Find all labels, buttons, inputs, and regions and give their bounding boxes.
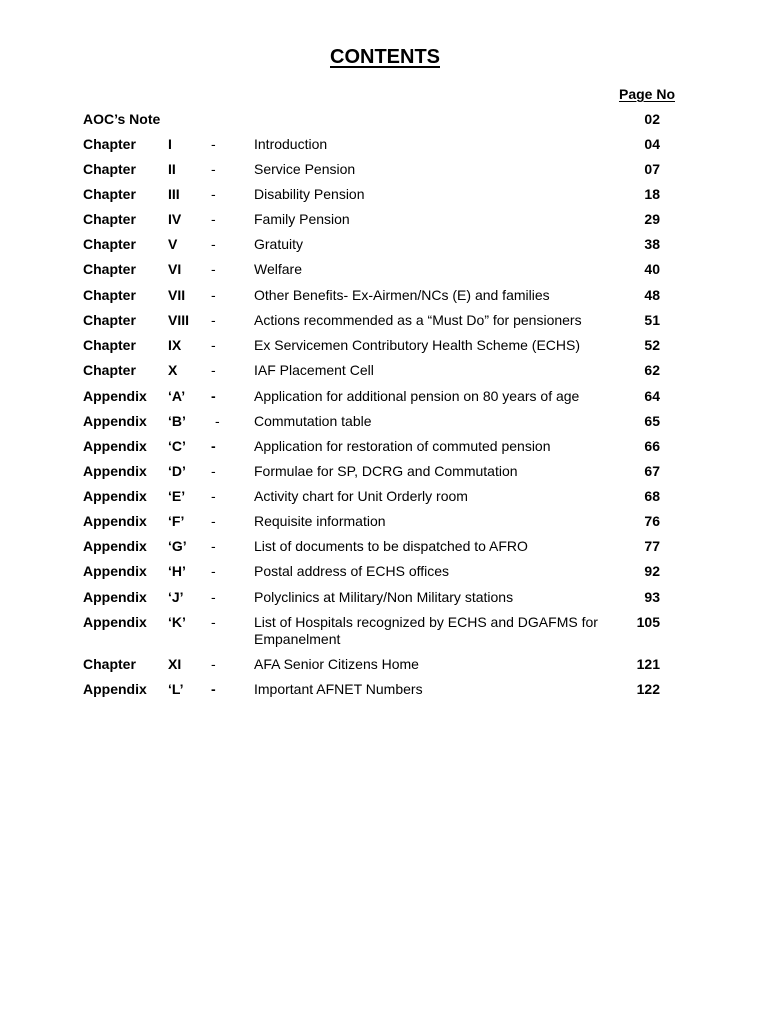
entry-title: Service Pension: [254, 161, 356, 177]
entry-dash: -: [211, 186, 216, 202]
entry-title: Ex Servicemen Contributory Health Scheme (ECHS): [254, 337, 581, 353]
entry-page: 67: [644, 463, 660, 479]
entry-dash: -: [211, 161, 216, 177]
entry-page: 62: [644, 362, 660, 378]
entry-number: IV: [168, 211, 182, 227]
entry-title: Welfare: [254, 261, 302, 277]
entry-number: ‘J’: [168, 589, 184, 605]
entry-dash: -: [211, 563, 216, 579]
entry-kind: Appendix: [83, 614, 147, 630]
entry-page: 18: [644, 186, 660, 202]
entry-dash: -: [211, 211, 216, 227]
note-label: AOC’s Note: [83, 111, 161, 127]
entry-number: I: [168, 136, 172, 152]
entry-number: VI: [168, 261, 182, 277]
entry-dash: -: [211, 337, 216, 353]
entry-kind: Chapter: [83, 136, 136, 152]
entry-number: IX: [168, 337, 182, 353]
entry-number: ‘K’: [168, 614, 186, 630]
entry-number: XI: [168, 656, 182, 672]
entry-page: 77: [644, 538, 660, 554]
entry-number: VII: [168, 287, 186, 303]
entry-page: 51: [644, 312, 660, 328]
entry-kind: Appendix: [83, 681, 147, 697]
entry-title: Important AFNET Numbers: [254, 681, 423, 697]
entry-number: ‘E’: [168, 488, 186, 504]
entry-number: ‘F’: [168, 513, 185, 529]
entry-page: 38: [644, 236, 660, 252]
entry-kind: Chapter: [83, 161, 136, 177]
entry-title: Formulae for SP, DCRG and Commutation: [254, 463, 518, 479]
entry-title: Family Pension: [254, 211, 350, 227]
entry-dash: -: [211, 513, 216, 529]
entry-page: 40: [644, 261, 660, 277]
entry-dash: -: [211, 614, 216, 630]
entry-kind: Appendix: [83, 488, 147, 504]
entry-page: 48: [644, 287, 660, 303]
entry-kind: Chapter: [83, 312, 136, 328]
entry-kind: Chapter: [83, 211, 136, 227]
entry-page: 68: [644, 488, 660, 504]
entry-dash: -: [211, 681, 216, 697]
entry-number: ‘H’: [168, 563, 186, 579]
entry-kind: Appendix: [83, 563, 147, 579]
entry-number: ‘D’: [168, 463, 186, 479]
entry-page: 04: [644, 136, 660, 152]
entry-title: List of documents to be dispatched to AFRO: [254, 538, 528, 554]
entry-page: 52: [644, 337, 660, 353]
entry-page: 105: [636, 614, 660, 630]
entry-number: II: [168, 161, 176, 177]
entry-title: Introduction: [254, 136, 328, 152]
entry-dash: -: [211, 656, 216, 672]
entry-kind: Chapter: [83, 362, 136, 378]
entry-page: 29: [644, 211, 660, 227]
entry-kind: Appendix: [83, 413, 147, 429]
entry-number: ‘A’: [168, 388, 186, 404]
entry-page: 65: [644, 413, 660, 429]
entry-page: 66: [644, 438, 660, 454]
entry-dash: -: [211, 463, 216, 479]
entry-kind: Chapter: [83, 261, 136, 277]
entry-dash: -: [215, 413, 220, 429]
entry-title: AFA Senior Citizens Home: [254, 656, 419, 672]
entry-number: ‘G’: [168, 538, 187, 554]
entry-page: 64: [644, 388, 660, 404]
entry-dash: -: [211, 538, 216, 554]
entry-dash: -: [211, 287, 216, 303]
entry-kind: Appendix: [83, 513, 147, 529]
entry-title: Other Benefits- Ex-Airmen/NCs (E) and families: [254, 287, 550, 303]
entry-kind: Chapter: [83, 287, 136, 303]
page-no-header: Page No: [618, 86, 675, 102]
entry-dash: -: [211, 488, 216, 504]
entry-kind: Appendix: [83, 589, 147, 605]
entry-dash: -: [211, 362, 216, 378]
entry-dash: -: [211, 589, 216, 605]
entry-number: III: [168, 186, 180, 202]
entry-number: V: [168, 236, 178, 252]
entry-kind: Chapter: [83, 236, 136, 252]
entry-number: ‘L’: [168, 681, 184, 697]
entry-number: ‘B’: [168, 413, 186, 429]
entry-title: Commutation table: [254, 413, 372, 429]
entry-page: 07: [644, 161, 660, 177]
entry-dash: -: [211, 236, 216, 252]
entry-title: Activity chart for Unit Orderly room: [254, 488, 468, 504]
entry-title: Requisite information: [254, 513, 386, 529]
entry-dash: -: [211, 438, 216, 454]
entry-kind: Appendix: [83, 388, 147, 404]
entry-title: Gratuity: [254, 236, 304, 252]
entry-dash: -: [211, 261, 216, 277]
page-title-text: CONTENTS: [330, 46, 440, 68]
entry-page: 93: [644, 589, 660, 605]
entry-number: VIII: [168, 312, 190, 328]
entry-title: Disability Pension: [254, 186, 365, 202]
entry-dash: -: [211, 136, 216, 152]
entry-kind: Appendix: [83, 438, 147, 454]
entry-page: 92: [644, 563, 660, 579]
entry-kind: Appendix: [83, 538, 147, 554]
note-page: 02: [644, 111, 660, 127]
entry-title: Application for restoration of commuted pension: [254, 438, 551, 454]
entry-title: Actions recommended as a “Must Do” for pensioners: [254, 312, 582, 328]
entry-number: ‘C’: [168, 438, 186, 454]
entry-kind: Chapter: [83, 656, 136, 672]
page-title: [0, 44, 770, 70]
entry-page: 76: [644, 513, 660, 529]
entry-page: 122: [636, 681, 660, 697]
entry-title: Application for additional pension on 80 years of age: [254, 388, 580, 404]
entry-kind: Chapter: [83, 186, 136, 202]
entry-title: Polyclinics at Military/Non Military stations: [254, 589, 514, 605]
entry-dash: -: [211, 388, 216, 404]
entry-page: 121: [636, 656, 660, 672]
entry-dash: -: [211, 312, 216, 328]
entry-kind: Appendix: [83, 463, 147, 479]
entry-title: List of Hospitals recognized by ECHS and DGAFMS for Empanelment: [254, 614, 598, 647]
entry-title: Postal address of ECHS offices: [254, 563, 450, 579]
entry-title: IAF Placement Cell: [254, 362, 374, 378]
entry-number: X: [168, 362, 178, 378]
entry-kind: Chapter: [83, 337, 136, 353]
